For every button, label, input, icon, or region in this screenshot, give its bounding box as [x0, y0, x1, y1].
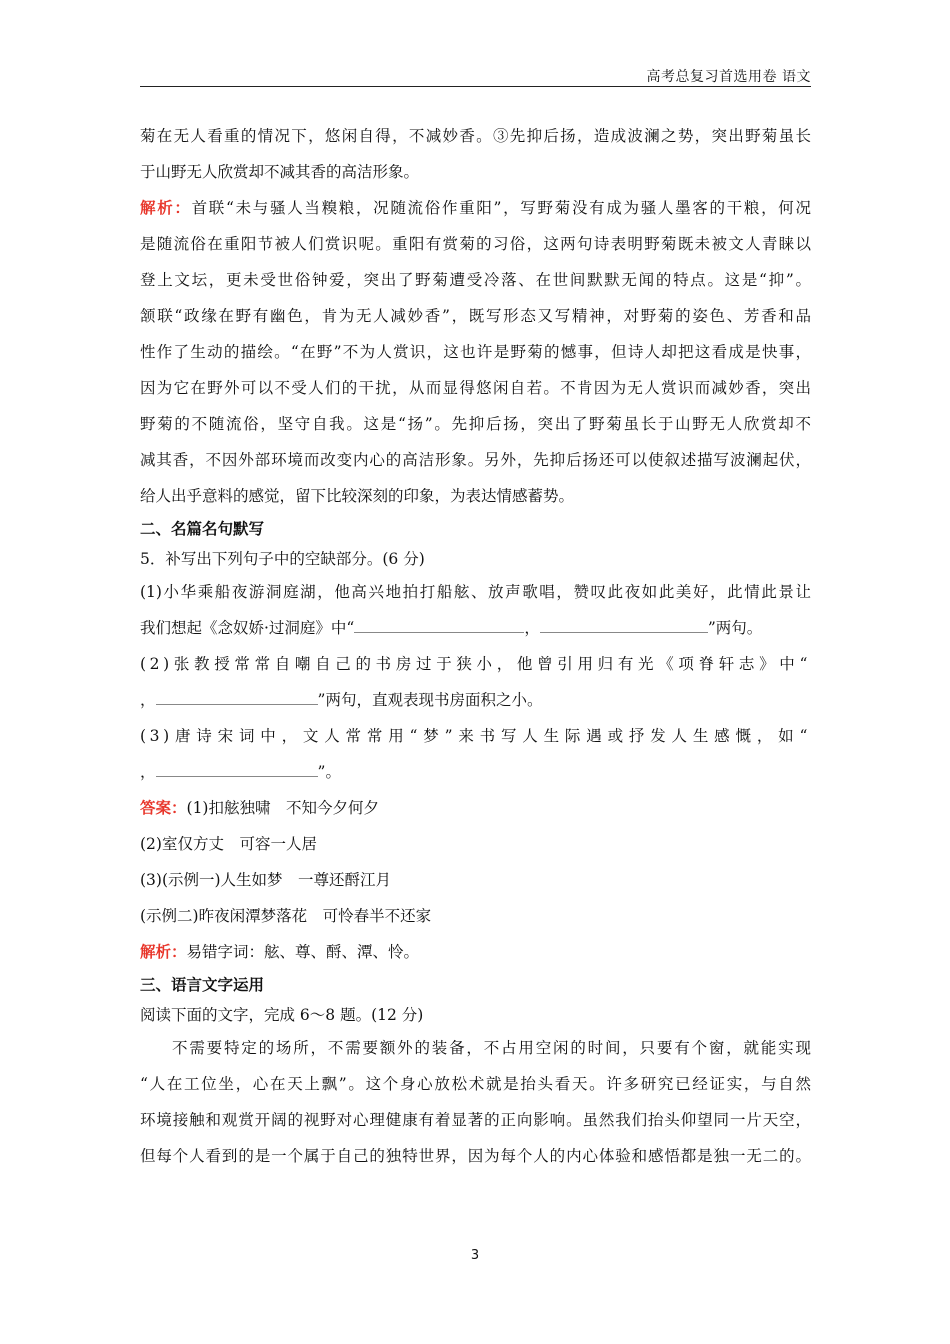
text-line: 性作了生动的描绘。“在野”不为人赏识，这也许是野菊的憾事，但诗人却把这看成是快事，: [140, 343, 811, 361]
document-body: [140, 118, 811, 1174]
text-line: 颔联“政缘在野有幽色，肯为无人减妙香”，既写形态又写精神，对野菊的姿色、芳香和品: [140, 307, 811, 325]
answer-line: 答案：(1)扣舷独啸 不知今夕何夕: [140, 799, 379, 817]
answer-line: (3)(示例一)人生如梦 一尊还酹江月: [140, 871, 392, 889]
question-stem: 5．补写出下列句子中的空缺部分。(6 分): [140, 550, 425, 568]
text-line: 是随流俗在重阳节被人们赏识呢。重阳有赏菊的习俗，这两句诗表明野菊既未被文人青睐以: [140, 235, 811, 253]
answer-blank[interactable]: [156, 762, 318, 777]
passage-line: “人在工位坐，心在天上飘”。这个身心放松术就是抬头看天。许多研究已经证实，与自然: [140, 1075, 811, 1093]
text-line: 因为它在野外可以不受人们的干扰，从而显得悠闲自若。不肯因为无人赏识而减妙香，突出: [140, 379, 811, 397]
page-number: 3: [470, 1248, 480, 1263]
text-line: 减其香，不因外部环境而改变内心的高洁形象。另外，先抑后扬还可以使叙述描写波澜起伏，: [140, 451, 811, 469]
question-part-3-line: (3)唐诗宋词中，文人常常用“梦”来书写人生际遇或抒发人生感慨，如“: [140, 727, 811, 745]
section-title: 二、名篇名句默写: [140, 520, 265, 538]
question-part-2-line: (2)张教授常常自嘲自己的书房过于狭小，他曾引用归有光《项脊轩志》中“: [140, 655, 811, 673]
question-part-1-line: (1)小华乘船夜游洞庭湖，他高兴地拍打船舷、放声歌唱，赞叹此夜如此美好，此情此景让: [140, 583, 811, 601]
answer-line: (2)室仅方丈 可容一人居: [140, 835, 317, 853]
question-part-2-line: ， ”两句，直观表现书房面积之小。: [140, 691, 543, 709]
analysis-label: 解析：: [140, 943, 187, 961]
answer-blank[interactable]: [354, 618, 524, 633]
analysis-line: 解析：易错字词：舷、尊、酹、潭、怜。: [140, 943, 420, 961]
analysis-line: [140, 190, 811, 226]
passage-line: 但每个人看到的是一个属于自己的独特世界，因为每个人的内心体验和感悟都是独一无二的。: [140, 1147, 811, 1165]
question-part-1-line: 我们想起《念奴娇·过洞庭》中“ ， ”两句。: [140, 619, 763, 637]
text-line: 野菊的不随流俗，坚守自我。这是“扬”。先抑后扬，突出了野菊虽长于山野无人欣赏却不: [140, 415, 811, 433]
answer-blank[interactable]: [540, 618, 708, 633]
section-intro: 阅读下面的文字，完成 6～8 题。(12 分): [140, 1006, 424, 1024]
text-line: 登上文坛，更未受世俗钟爱，突出了野菊遭受冷落、在世间默默无闻的特点。这是“抑”。: [140, 271, 811, 289]
text-line: 菊在无人看重的情况下，悠闲自得，不减妙香。③先抑后扬，造成波澜之势，突出野菊虽长: [140, 127, 811, 145]
header-text: 高考总复习首选用卷 语文: [646, 69, 811, 85]
passage-line: 环境接触和观赏开阔的视野对心理健康有着显著的正向影响。虽然我们抬头仰望同一片天空，: [140, 1111, 811, 1129]
analysis-label: 解析：: [140, 199, 192, 217]
analysis-text: 首联“未与骚人当糗粮，况随流俗作重阳”，写野菊没有成为骚人墨客的干粮，何况: [191, 199, 811, 217]
text-line: 给人出乎意料的感觉，留下比较深刻的印象，为表达情感蓄势。: [140, 487, 575, 505]
page-header: [140, 66, 811, 87]
section-title: 三、语言文字运用: [140, 976, 265, 994]
answer-label: 答案：: [140, 799, 187, 817]
answer-blank[interactable]: [156, 690, 318, 705]
question-part-3-line: ， ”。: [140, 763, 341, 781]
answer-line: (示例二)昨夜闲潭梦落花 可怜春半不还家: [140, 907, 432, 925]
text-line: 于山野无人欣赏却不减其香的高洁形象。: [140, 163, 420, 181]
passage-line: 不需要特定的场所，不需要额外的装备，不占用空闲的时间，只要有个窗，就能实现: [172, 1039, 811, 1057]
